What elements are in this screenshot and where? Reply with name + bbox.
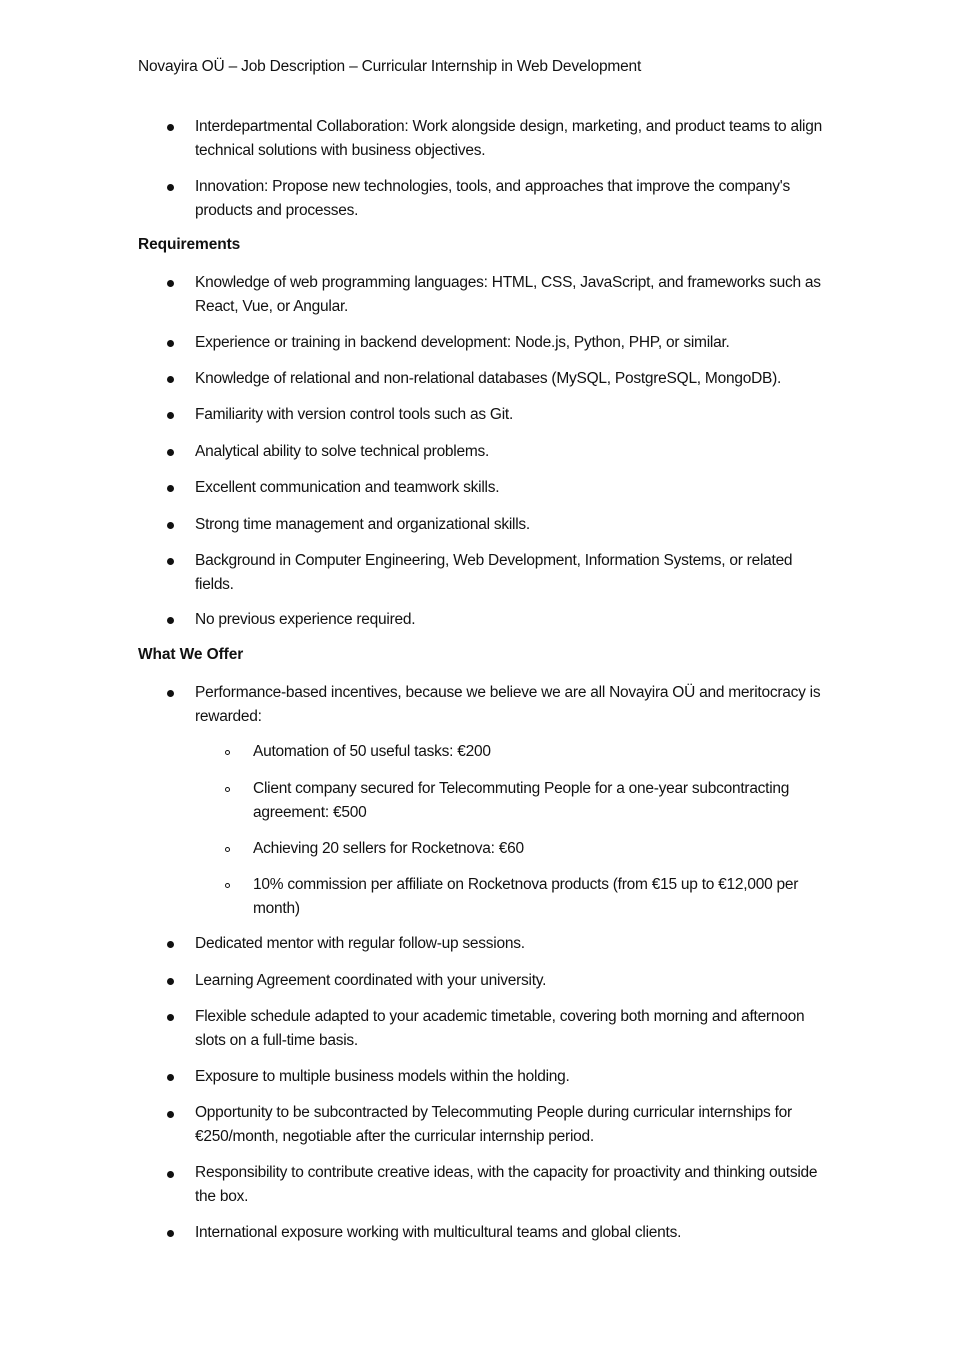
list-item: Opportunity to be subcontracted by Telecommuting People during curricular internships for €250/month, negotiable after the curricular internship period. xyxy=(195,1104,792,1145)
list-item: Familiarity with version control tools such as Git. xyxy=(195,406,514,423)
list-item: Performance-based incentives, because we believe we are all Novayira OÜ and meritocracy is rewarded: xyxy=(195,684,821,725)
list-item: International exposure working with multicultural teams and global clients. xyxy=(195,1224,682,1241)
sub-list-item: Achieving 20 sellers for Rocketnova: €60 xyxy=(253,840,524,857)
sub-bullet-icon xyxy=(225,883,230,888)
sub-bullet-icon xyxy=(225,750,230,755)
bullet-icon xyxy=(167,690,174,697)
section-heading-offer: What We Offer xyxy=(138,646,244,663)
list-item: No previous experience required. xyxy=(195,611,416,628)
list-item: Exposure to multiple business models within the holding. xyxy=(195,1068,570,1085)
list-item: Responsibility to contribute creative ideas, with the capacity for proactivity and thinking outside the box. xyxy=(195,1164,818,1205)
list-item: Flexible schedule adapted to your academic timetable, covering both morning and afternoon slots on a full-time basis. xyxy=(195,1008,805,1049)
bullet-icon xyxy=(167,376,174,383)
bullet-icon xyxy=(167,485,174,492)
list-item: Knowledge of relational and non-relational databases (MySQL, PostgreSQL, MongoDB). xyxy=(195,370,782,387)
list-item: Analytical ability to solve technical problems. xyxy=(195,443,490,460)
list-item: Dedicated mentor with regular follow-up sessions. xyxy=(195,935,525,952)
bullet-icon xyxy=(167,978,174,985)
bullet-icon xyxy=(167,558,174,565)
list-item: Background in Computer Engineering, Web Development, Information Systems, or related fields. xyxy=(195,552,793,593)
bullet-icon xyxy=(167,941,174,948)
list-item: Learning Agreement coordinated with your university. xyxy=(195,972,547,989)
bullet-icon xyxy=(167,124,174,131)
list-item: Excellent communication and teamwork skills. xyxy=(195,479,500,496)
list-item: Strong time management and organizational skills. xyxy=(195,516,530,533)
sub-list-item: Client company secured for Telecommuting People for a one-year subcontracting agreement: €500 xyxy=(253,780,790,821)
bullet-icon xyxy=(167,340,174,347)
sub-list-item: 10% commission per affiliate on Rocketnova products (from €15 up to €12,000 per month) xyxy=(253,876,799,917)
bullet-icon xyxy=(167,1074,174,1081)
sub-bullet-icon xyxy=(225,847,230,852)
bullet-icon xyxy=(167,617,174,624)
list-item: Innovation: Propose new technologies, tools, and approaches that improve the company's products and processes. xyxy=(195,178,790,219)
list-item: Experience or training in backend development: Node.js, Python, PHP, or similar. xyxy=(195,334,730,351)
bullet-icon xyxy=(167,1014,174,1021)
bullet-icon xyxy=(167,1171,174,1178)
list-item: Interdepartmental Collaboration: Work alongside design, marketing, and product teams to align technical solutions with business objectives. xyxy=(195,118,822,159)
list-item: Knowledge of web programming languages: HTML, CSS, JavaScript, and frameworks such as React, Vue, or Angular. xyxy=(195,274,821,315)
bullet-icon xyxy=(167,412,174,419)
bullet-icon xyxy=(167,1111,174,1118)
bullet-icon xyxy=(167,522,174,529)
section-heading-requirements: Requirements xyxy=(138,236,241,253)
bullet-icon xyxy=(167,449,174,456)
bullet-icon xyxy=(167,1230,174,1237)
sub-bullet-icon xyxy=(225,787,230,792)
sub-list-item: Automation of 50 useful tasks: €200 xyxy=(253,743,491,760)
bullet-icon xyxy=(167,280,174,287)
document-header: Novayira OÜ – Job Description – Curricular Internship in Web Development xyxy=(138,58,642,75)
bullet-icon xyxy=(167,184,174,191)
